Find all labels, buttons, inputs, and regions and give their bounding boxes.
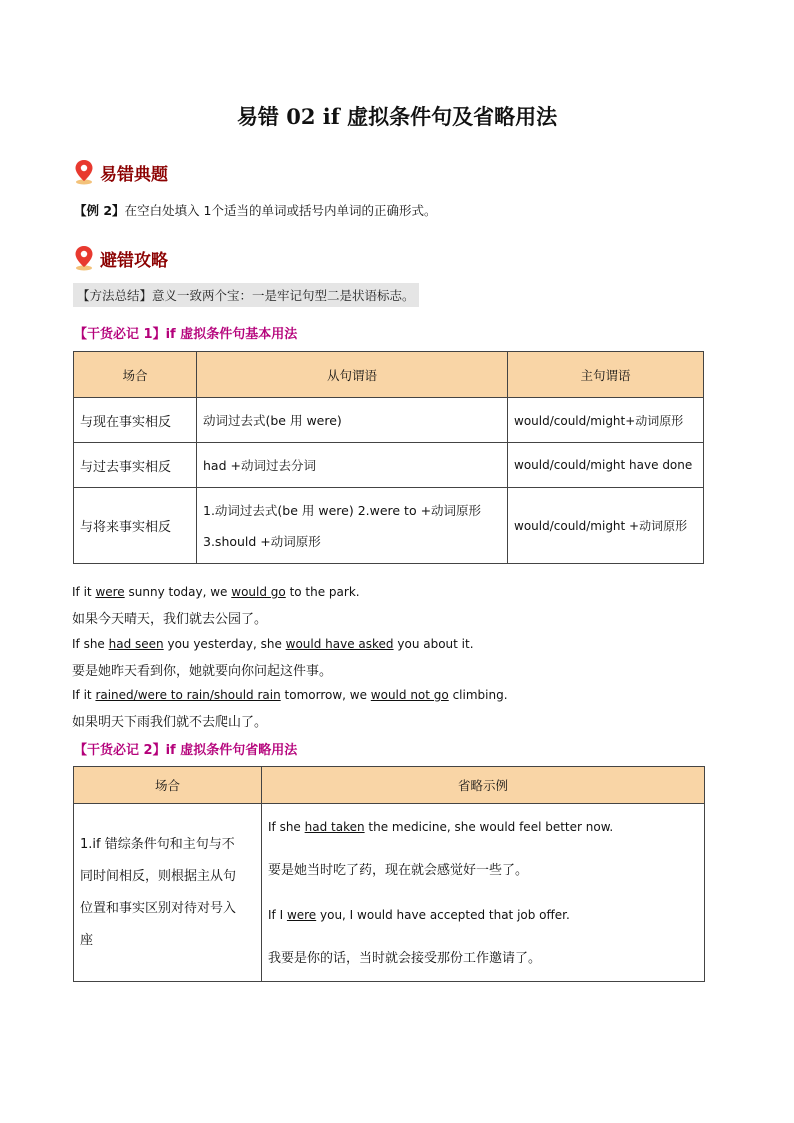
table-header-row bbox=[74, 767, 705, 804]
table-header-cell: 从句谓语 bbox=[197, 352, 508, 398]
underlined-verb: had taken bbox=[304, 819, 365, 834]
underlined-verb: rained/were to rain/should rain bbox=[95, 688, 281, 702]
location-pin-icon bbox=[74, 245, 94, 271]
text-part: If I bbox=[268, 907, 287, 922]
text-part: sunny today, we bbox=[124, 585, 232, 599]
table-omission-usage bbox=[73, 766, 705, 982]
text-part: climbing. bbox=[448, 688, 508, 702]
table-cell: would/could/might+动词原形 bbox=[508, 398, 704, 443]
table-header-row bbox=[74, 352, 704, 398]
cell-line: 位置和事实区别对待对号入 bbox=[80, 900, 237, 916]
underlined-verb: would have asked bbox=[285, 637, 394, 651]
table-cell bbox=[197, 488, 508, 564]
cell-line: 1.动词过去式(be 用 were) 2.were to +动词原形 bbox=[203, 502, 482, 518]
table-cell: would/could/might have done bbox=[508, 443, 704, 488]
note2-title: 【干货必记 2】if 虚拟条件句省略用法 bbox=[74, 743, 298, 758]
section-header-typical-errors bbox=[74, 158, 168, 186]
text-part: If it bbox=[72, 585, 96, 599]
example-text: 在空白处填入 1个适当的单词或括号内单词的正确形式。 bbox=[124, 203, 437, 218]
section-header-avoid-errors bbox=[74, 244, 168, 272]
table-cell bbox=[262, 804, 705, 982]
table-cell: 与将来事实相反 bbox=[74, 488, 197, 564]
location-pin-icon bbox=[74, 159, 94, 185]
table-basic-usage bbox=[73, 351, 704, 564]
table-cell: 与现在事实相反 bbox=[74, 398, 197, 443]
text-part: to the park. bbox=[285, 585, 360, 599]
text-part: tomorrow, we bbox=[280, 688, 371, 702]
underlined-verb: were bbox=[286, 907, 317, 922]
example-tag: 【例 2】 bbox=[74, 203, 125, 218]
text-part: If it bbox=[72, 688, 96, 702]
example-sentence bbox=[72, 637, 474, 651]
section-label: 易错典题 bbox=[100, 164, 168, 185]
underlined-verb: were bbox=[95, 585, 125, 599]
text-part: If she bbox=[268, 819, 305, 834]
example-sentence bbox=[72, 585, 360, 599]
omission-example bbox=[268, 905, 698, 949]
table-cell: 动词过去式(be 用 were) bbox=[197, 398, 508, 443]
table-row bbox=[74, 804, 705, 982]
table-header-cell: 场合 bbox=[74, 352, 197, 398]
cell-line: 座 bbox=[80, 932, 94, 948]
omission-example bbox=[268, 817, 698, 861]
example-translation: 如果今天晴天，我们就去公园了。 bbox=[72, 612, 268, 627]
text-part: the medicine, she would feel better now. bbox=[364, 819, 614, 834]
underlined-verb: would not go bbox=[370, 688, 449, 702]
example-sentence bbox=[72, 688, 508, 702]
table-cell: had +动词过去分词 bbox=[197, 443, 508, 488]
cell-line: 1.if 错综条件句和主句与不 bbox=[80, 836, 235, 852]
table-cell: 与过去事实相反 bbox=[74, 443, 197, 488]
table-row bbox=[74, 443, 704, 488]
table-row bbox=[74, 488, 704, 564]
underlined-verb: had seen bbox=[108, 637, 164, 651]
text-part: If she bbox=[72, 637, 109, 651]
omission-translation: 我要是你的话，当时就会接受那份工作邀请了。 bbox=[268, 950, 542, 966]
text-part: you, I would have accepted that job offer. bbox=[316, 907, 570, 922]
method-summary: 【方法总结】意义一致两个宝：一是牢记句型二是状语标志。 bbox=[73, 283, 419, 307]
text-part: you about it. bbox=[393, 637, 474, 651]
page-title: 易错 02 if 虚拟条件句及省略用法 bbox=[236, 104, 558, 129]
table-header-cell: 主句谓语 bbox=[508, 352, 704, 398]
underlined-verb: would go bbox=[231, 585, 286, 599]
example-translation: 要是她昨天看到你，她就要向你问起这件事。 bbox=[72, 664, 333, 679]
table-header-cell: 场合 bbox=[74, 767, 262, 804]
table-cell bbox=[74, 804, 262, 982]
table-cell: would/could/might +动词原形 bbox=[508, 488, 704, 564]
note1-title: 【干货必记 1】if 虚拟条件句基本用法 bbox=[74, 327, 298, 342]
cell-line: 3.should +动词原形 bbox=[203, 533, 321, 549]
omission-translation: 要是她当时吃了药，现在就会感觉好一些了。 bbox=[268, 862, 529, 878]
text-part: you yesterday, she bbox=[163, 637, 286, 651]
example-translation: 如果明天下雨我们就不去爬山了。 bbox=[72, 715, 268, 730]
table-row bbox=[74, 398, 704, 443]
table-header-cell: 省略示例 bbox=[262, 767, 705, 804]
cell-line: 同时间相反，则根据主从句 bbox=[80, 868, 237, 884]
example-prompt bbox=[74, 201, 437, 219]
section-label: 避错攻略 bbox=[100, 250, 168, 271]
